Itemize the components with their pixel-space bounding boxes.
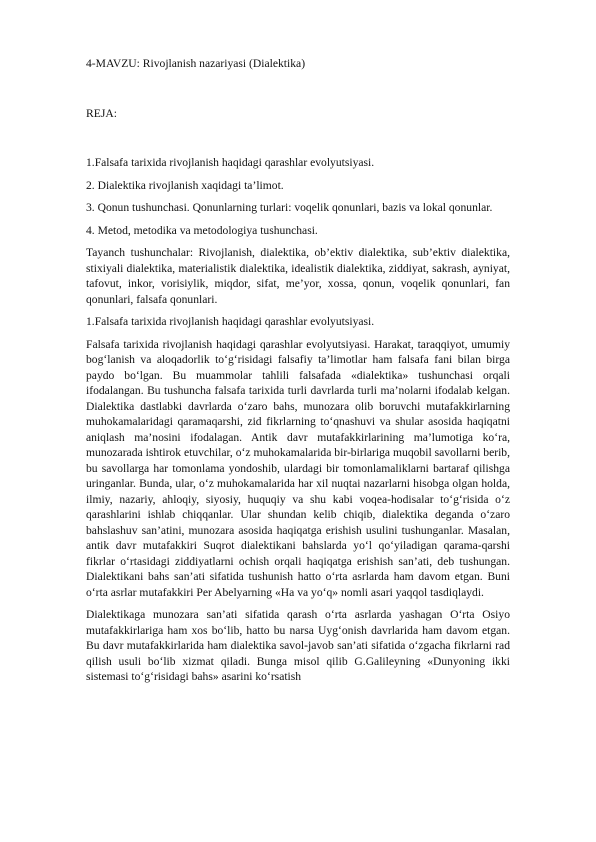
section-heading: 1.Falsafa tarixida rivojlanish haqidagi qarashlar evolyutsiyasi. [86, 315, 375, 328]
plan-item: 4. Metod, metodika va metodologiya tushunchasi. [86, 223, 318, 237]
key-concepts-paragraph: Tayanch tushunchalar: Rivojlanish, dialektika, ob’ektiv dialektika, sub’ektiv dialektika, stixiyali dialektika, materialistik dialektika, idealistik dialektika, ziddiyat, sakrash, ayniyat, tafovut, inkor, vorisiylik, miqdor, sifat, me’yor, xossa, qonun, voqelik qonunlari, fan qonunlari, falsafa qonunlari. [86, 246, 510, 306]
document-page [86, 56, 510, 692]
plan-item: 2. Dialektika rivojlanish xaqidagi ta’limot. [86, 178, 284, 192]
body-paragraph: Falsafa tarixida rivojlanish haqidagi qarashlar evolyutsiyasi. Harakat, taraqqiyot, umumiy bog‘lanish va aloqadorlik to‘g‘risidagi falsafiy ta’limotlar ham falsafa fani bilan birga paydo bo‘lgan. Bu muammolar tahlili falsafada «dialektika» tushunchasi orqali ifodalangan. Bu tushuncha falsafa tarixida turli davrlarda turli ma’nolarni ifodalab kelgan. Dialektika dastlabki davrlarda o‘zaro bahs, munozara olib boruvchi mutafakkirlarning muhokamalaridagi qaramaqarshi, zid fikrlarning to‘qnashuvi va shular asosida haqiqatni aniqlash ma’nosini ifodalagan. Antik davr mutafakkirlarining ma’lumotiga ko‘ra, munozarada ishtirok etuvchilar, o‘z muhokamalarida bir-birlariga muqobil savollarni berib, bu savollarga har tomonlama yondoshib, ulardagi bir tomonlamaliklarni bartaraf qilishga uringanlar. Bunda, ular, o‘z muhokamalarida har xil nuqtai nazarlarni hisobga olgan holda, ilmiy, nazariy, ahloqiy, siyosiy, huquqiy va shu kabi voqea-hodisalar to‘g‘risida o‘z qarashlarini ishlab chiqqanlar. Ular shundan kelib chiqib, dialektika deganda o‘zaro bahslashuv san’atini, munozara asosida haqiqatga erishish usulini tushunganlar. Masalan, antik davr mutafakkiri Suqrot dialektikani bahslarda yo‘l qo‘yiladigan qarama-qarshi fikrlar o‘rtasidagi ziddiyatlarni ochish orqali haqiqatga erishish san’ati, deb tushungan. Dialektikani bahs san’ati sifatida tushunish hatto o‘rta asrlarda ham davom etgan. Buni o‘rta asrlar mutafakkiri Per Abelyarning «Ha va yo‘q» nomli asari yaqqol tasdiqlaydi. [86, 337, 510, 599]
plan-heading: REJA: [86, 106, 117, 120]
plan-item: 1.Falsafa tarixida rivojlanish haqidagi qarashlar evolyutsiyasi. [86, 156, 375, 169]
document-title: 4-MAVZU: Rivojlanish nazariyasi (Dialektika) [86, 57, 306, 70]
plan-item: 3. Qonun tushunchasi. Qonunlarning turlari: voqelik qonunlari, bazis va lokal qonunlar. [86, 201, 493, 214]
body-paragraph: Dialektikaga munozara san’ati sifatida qarash o‘rta asrlarda yashagan O‘rta Osiyo mutafakkirlariga ham xos bo‘lib, hatto bu narsa Uyg‘onish davrlarida ham davom etgan. Bu davr mutafakkirlarida ham dialektika savol-javob san’ati sifatida o‘zgacha fikrlarni rad qilish usuli bo‘lib xizmat qiladi. Bunga misol qilib G.Galileyning «Dunyoning ikki sistemasi to‘g‘risidagi bahs» asarini ko‘rsatish [86, 608, 510, 683]
